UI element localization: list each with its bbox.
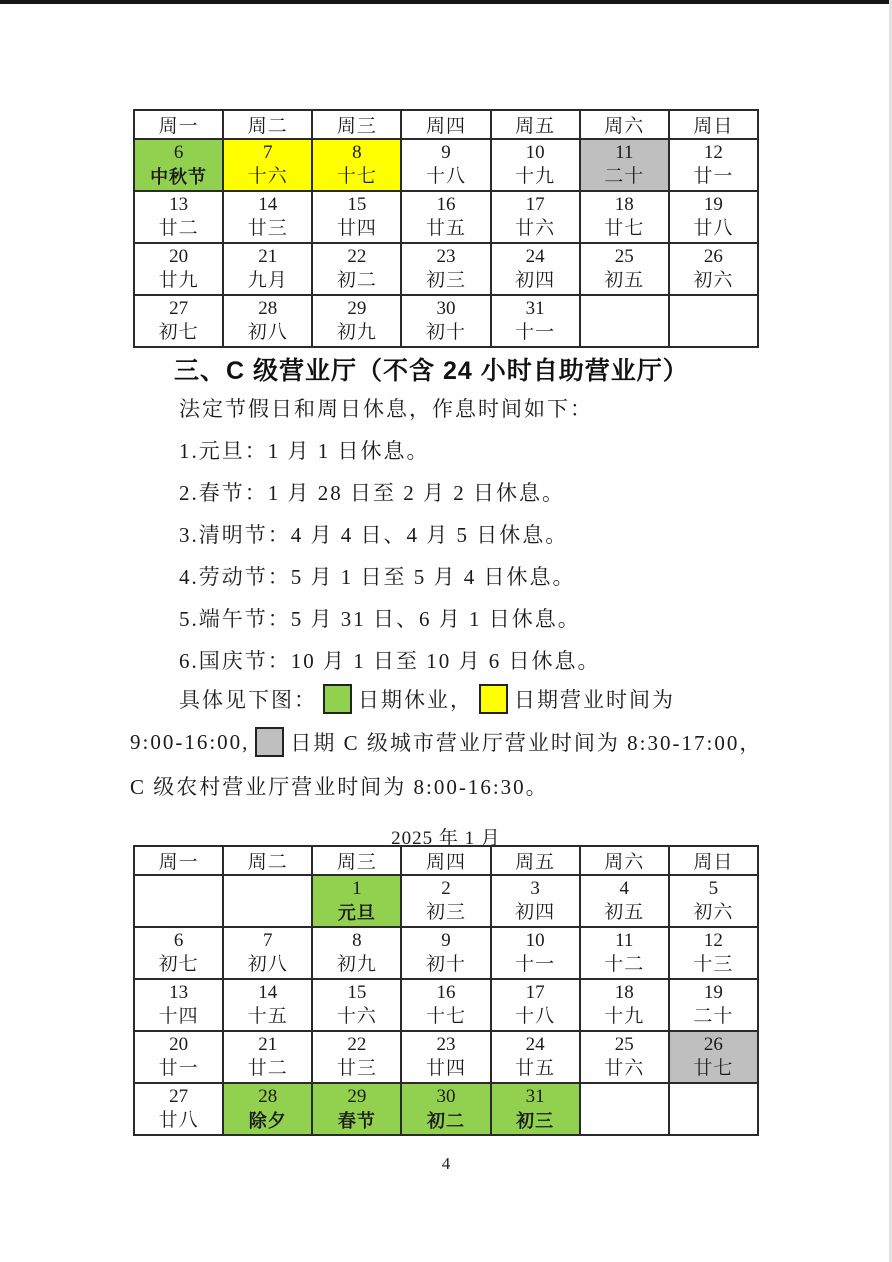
calendar-day-cell: [223, 191, 312, 243]
lunar-date: 十一: [515, 954, 556, 975]
lunar-date: 初八: [247, 322, 288, 343]
yellow-swatch-icon: [479, 684, 508, 714]
lunar-date: 十七: [336, 166, 377, 187]
lunar-date: 初六: [693, 270, 734, 291]
lunar-date: 二十: [604, 166, 645, 187]
day-number: 18: [614, 982, 634, 1003]
lunar-date: 十二: [604, 954, 645, 975]
calendar-day-cell: [401, 1031, 490, 1083]
weekday-header-cell: 周三: [312, 846, 401, 875]
calendar-day-cell: [312, 295, 401, 347]
calendar-day-cell: [134, 979, 223, 1031]
day-number: 24: [525, 1034, 545, 1055]
lunar-date: 廿七: [604, 218, 645, 239]
day-number: 6: [173, 142, 184, 163]
day-number: 18: [614, 194, 634, 215]
lunar-date: 初六: [693, 902, 734, 923]
day-number: 8: [352, 142, 362, 163]
calendar-day-cell: [312, 139, 401, 191]
day-number: 8: [352, 930, 362, 951]
calendar-day-cell: [312, 875, 401, 927]
lunar-date: 十五: [247, 1006, 288, 1027]
calendar-day-cell: [401, 927, 490, 979]
page-number: 4: [441, 1154, 451, 1173]
lunar-date: 初二: [336, 270, 377, 291]
calendar-empty-cell: [580, 295, 669, 347]
day-number: 2: [441, 878, 451, 899]
day-number: 14: [258, 982, 278, 1003]
calendar-day-cell: [401, 979, 490, 1031]
weekday-header-cell: 周二: [223, 846, 312, 875]
lunar-date: 初九: [336, 322, 377, 343]
calendar-day-cell: [491, 243, 580, 295]
calendar-empty-cell: [134, 875, 223, 927]
calendar-day-cell: [312, 979, 401, 1031]
day-number: 10: [525, 930, 545, 951]
weekday-header-row: [134, 846, 758, 875]
day-number: 30: [436, 298, 456, 319]
lunar-date: 廿六: [604, 1058, 645, 1079]
weekday-header-cell: 周一: [134, 110, 223, 139]
day-number: 24: [525, 246, 545, 267]
calendar-empty-cell: [223, 875, 312, 927]
lunar-date: 十九: [515, 166, 556, 187]
calendar-day-cell: [134, 139, 223, 191]
calendar-day-cell: [401, 875, 490, 927]
day-number: 11: [615, 930, 634, 951]
weekday-header-cell: 周五: [491, 846, 580, 875]
lunar-date: 廿八: [158, 1110, 199, 1131]
calendar-day-cell: [401, 191, 490, 243]
calendar-day-cell: [312, 1083, 401, 1135]
holiday-name: 初二: [426, 1111, 465, 1131]
lunar-date: 廿一: [693, 166, 734, 187]
calendar-day-cell: [312, 927, 401, 979]
lunar-date: 初三: [425, 902, 466, 923]
legend-prefix: 具体见下图：: [179, 688, 317, 712]
lunar-date: 十三: [693, 954, 734, 975]
calendar-day-cell: [580, 139, 669, 191]
intro-line: 法定节假日和周日休息，作息时间如下：: [179, 397, 593, 421]
day-number: 14: [258, 194, 278, 215]
day-number: 13: [169, 194, 189, 215]
lunar-date: 廿三: [247, 218, 288, 239]
calendar-day-cell: [223, 1031, 312, 1083]
calendar-week-row: [134, 243, 758, 295]
day-number: 31: [525, 298, 545, 319]
day-number: 7: [262, 142, 273, 163]
lunar-date: 廿八: [693, 218, 734, 239]
calendar-day-cell: [491, 875, 580, 927]
calendar-week-row: [134, 139, 758, 191]
weekday-header-cell: 周一: [134, 846, 223, 875]
calendar-day-cell: [312, 1031, 401, 1083]
holiday-name: 春节: [337, 1111, 376, 1131]
calendar-day-cell: [401, 295, 490, 347]
scan-artifact-top-line: [0, 0, 892, 4]
calendar-day-cell: [491, 1031, 580, 1083]
calendar-day-cell: [580, 979, 669, 1031]
calendar-day-cell: [223, 927, 312, 979]
calendar-day-cell: [223, 295, 312, 347]
day-number: 23: [436, 1034, 456, 1055]
lunar-date: 廿一: [158, 1058, 199, 1079]
day-number: 19: [703, 194, 723, 215]
day-number: 21: [258, 246, 278, 267]
day-number: 22: [347, 1034, 367, 1055]
day-number: 20: [169, 1034, 189, 1055]
lunar-date: 初十: [425, 954, 466, 975]
day-number: 12: [703, 142, 723, 163]
day-number: 16: [436, 982, 456, 1003]
day-number: 6: [173, 930, 184, 951]
day-number: 26: [703, 246, 723, 267]
lunar-date: 十九: [604, 1006, 645, 1027]
calendar-day-cell: [669, 979, 758, 1031]
calendar-day-cell: [223, 1083, 312, 1135]
calendar-day-cell: [669, 191, 758, 243]
day-number: 3: [530, 878, 540, 899]
calendar-day-cell: [401, 243, 490, 295]
day-number: 29: [347, 1086, 367, 1107]
calendar-empty-cell: [669, 295, 758, 347]
calendar-day-cell: [491, 1083, 580, 1135]
holiday-rule-4: 4.劳动节：5 月 1 日至 5 月 4 日休息。: [179, 565, 576, 589]
calendar-day-cell: [312, 243, 401, 295]
lunar-date: 廿三: [336, 1058, 377, 1079]
day-number: 15: [347, 194, 367, 215]
legend-yellow-label: 日期营业时间为: [514, 688, 675, 712]
lunar-date: 九月: [247, 270, 288, 291]
lunar-date: 十八: [515, 1006, 556, 1027]
day-number: 25: [614, 246, 634, 267]
calendar-day-cell: [223, 139, 312, 191]
upper-month-calendar-table: [133, 109, 759, 348]
lunar-date: 廿五: [425, 218, 466, 239]
holiday-rule-5: 5.端午节：5 月 31 日、6 月 1 日休息。: [179, 607, 581, 631]
calendar-day-cell: [134, 243, 223, 295]
calendar-day-cell: [669, 243, 758, 295]
calendar-day-cell: [669, 927, 758, 979]
calendar-day-cell: [669, 139, 758, 191]
green-swatch-icon: [323, 684, 352, 714]
lunar-date: 廿二: [158, 218, 199, 239]
day-number: 31: [525, 1086, 545, 1107]
weekday-header-cell: 周六: [580, 846, 669, 875]
calendar-day-cell: [134, 191, 223, 243]
lunar-date: 初四: [515, 902, 556, 923]
day-number: 19: [703, 982, 723, 1003]
january-calendar-title: 2025 年 1 月: [391, 828, 501, 849]
day-number: 27: [169, 1086, 189, 1107]
day-number: 13: [169, 982, 189, 1003]
holiday-name: 初三: [516, 1111, 555, 1131]
day-number: 5: [708, 878, 719, 899]
weekday-header-cell: 周五: [491, 110, 580, 139]
day-number: 30: [436, 1086, 456, 1107]
calendar-week-row: [134, 927, 758, 979]
section-heading: 三、C 级营业厅（不含 24 小时自助营业厅）: [174, 357, 689, 385]
weekday-header-cell: 周四: [401, 846, 490, 875]
legend-line-1: [179, 684, 675, 714]
lunar-date: 廿五: [515, 1058, 556, 1079]
calendar-day-cell: [580, 875, 669, 927]
day-number: 21: [258, 1034, 278, 1055]
day-number: 16: [436, 194, 456, 215]
day-number: 9: [441, 930, 451, 951]
calendar-week-row: [134, 1083, 758, 1135]
day-number: 29: [347, 298, 367, 319]
day-number: 11: [615, 142, 634, 163]
day-number: 9: [441, 142, 451, 163]
day-number: 12: [703, 930, 723, 951]
lunar-date: 廿四: [336, 218, 377, 239]
calendar-day-cell: [312, 191, 401, 243]
legend-line-3: C 级农村营业厅营业时间为 8:00-16:30。: [130, 775, 549, 799]
lunar-date: 廿九: [158, 270, 199, 291]
gray-swatch-icon: [255, 727, 284, 757]
lunar-date: 十八: [425, 166, 466, 187]
lunar-date: 初五: [604, 270, 645, 291]
lunar-date: 二十: [693, 1006, 734, 1027]
calendar-day-cell: [491, 979, 580, 1031]
day-number: 20: [169, 246, 189, 267]
calendar-day-cell: [401, 1083, 490, 1135]
day-number: 10: [525, 142, 545, 163]
lunar-date: 十六: [247, 166, 288, 187]
lunar-date: 十六: [336, 1006, 377, 1027]
day-number: 1: [352, 878, 362, 899]
weekday-header-cell: 周日: [669, 110, 758, 139]
calendar-week-row: [134, 295, 758, 347]
day-number: 23: [436, 246, 456, 267]
holiday-name: 元旦: [337, 903, 376, 923]
calendar-day-cell: [223, 979, 312, 1031]
lunar-date: 十七: [425, 1006, 466, 1027]
day-number: 4: [619, 878, 630, 899]
holiday-rule-1: 1.元旦：1 月 1 日休息。: [179, 439, 430, 463]
calendar-day-cell: [580, 243, 669, 295]
calendar-day-cell: [491, 139, 580, 191]
weekday-header-cell: 周三: [312, 110, 401, 139]
lunar-date: 廿二: [247, 1058, 288, 1079]
calendar-day-cell: [134, 1083, 223, 1135]
calendar-day-cell: [580, 1031, 669, 1083]
calendar-day-cell: [580, 191, 669, 243]
holiday-rule-6: 6.国庆节：10 月 1 日至 10 月 6 日休息。: [179, 649, 601, 673]
day-number: 28: [258, 298, 278, 319]
calendar-week-row: [134, 1031, 758, 1083]
calendar-empty-cell: [580, 1083, 669, 1135]
holiday-name: 中秋节: [150, 167, 208, 187]
legend-yellow-hours: 9:00-16:00,: [130, 729, 250, 754]
day-number: 27: [169, 298, 189, 319]
legend-green-label: 日期休业，: [358, 688, 473, 712]
calendar-day-cell: [669, 875, 758, 927]
holiday-rule-2: 2.春节：1 月 28 日至 2 月 2 日休息。: [179, 481, 565, 505]
calendar-empty-cell: [669, 1083, 758, 1135]
lunar-date: 初四: [515, 270, 556, 291]
calendar-day-cell: [134, 1031, 223, 1083]
lunar-date: 十一: [515, 322, 556, 343]
calendar-day-cell: [491, 927, 580, 979]
lunar-date: 初三: [425, 270, 466, 291]
day-number: 26: [703, 1034, 723, 1055]
calendar-week-row: [134, 191, 758, 243]
january-2025-calendar-table: [133, 845, 759, 1136]
calendar-day-cell: [669, 1031, 758, 1083]
day-number: 25: [614, 1034, 634, 1055]
calendar-day-cell: [491, 191, 580, 243]
calendar-day-cell: [134, 295, 223, 347]
lunar-date: 初七: [158, 954, 199, 975]
lunar-date: 初十: [425, 322, 466, 343]
day-number: 28: [258, 1086, 278, 1107]
weekday-header-cell: 周二: [223, 110, 312, 139]
weekday-header-row: [134, 110, 758, 139]
day-number: 7: [262, 930, 273, 951]
weekday-header-cell: 周四: [401, 110, 490, 139]
lunar-date: 初七: [158, 322, 199, 343]
lunar-date: 初九: [336, 954, 377, 975]
holiday-rule-3: 3.清明节：4 月 4 日、4 月 5 日休息。: [179, 523, 569, 547]
calendar-day-cell: [134, 927, 223, 979]
weekday-header-cell: 周日: [669, 846, 758, 875]
calendar-day-cell: [580, 927, 669, 979]
lunar-date: 廿四: [425, 1058, 466, 1079]
lunar-date: 初八: [247, 954, 288, 975]
holiday-name: 除夕: [248, 1111, 287, 1131]
lunar-date: 初五: [604, 902, 645, 923]
calendar-day-cell: [401, 139, 490, 191]
lunar-date: 十四: [158, 1006, 199, 1027]
legend-gray-label: 日期 C 级城市营业厅营业时间为 8:30-17:00，: [290, 731, 763, 755]
calendar-day-cell: [491, 295, 580, 347]
day-number: 15: [347, 982, 367, 1003]
day-number: 22: [347, 246, 367, 267]
lunar-date: 廿六: [515, 218, 556, 239]
lunar-date: 廿七: [693, 1058, 734, 1079]
calendar-day-cell: [223, 243, 312, 295]
day-number: 17: [525, 982, 545, 1003]
legend-line-2: [130, 727, 762, 757]
weekday-header-cell: 周六: [580, 110, 669, 139]
calendar-week-row: [134, 875, 758, 927]
day-number: 17: [525, 194, 545, 215]
calendar-week-row: [134, 979, 758, 1031]
